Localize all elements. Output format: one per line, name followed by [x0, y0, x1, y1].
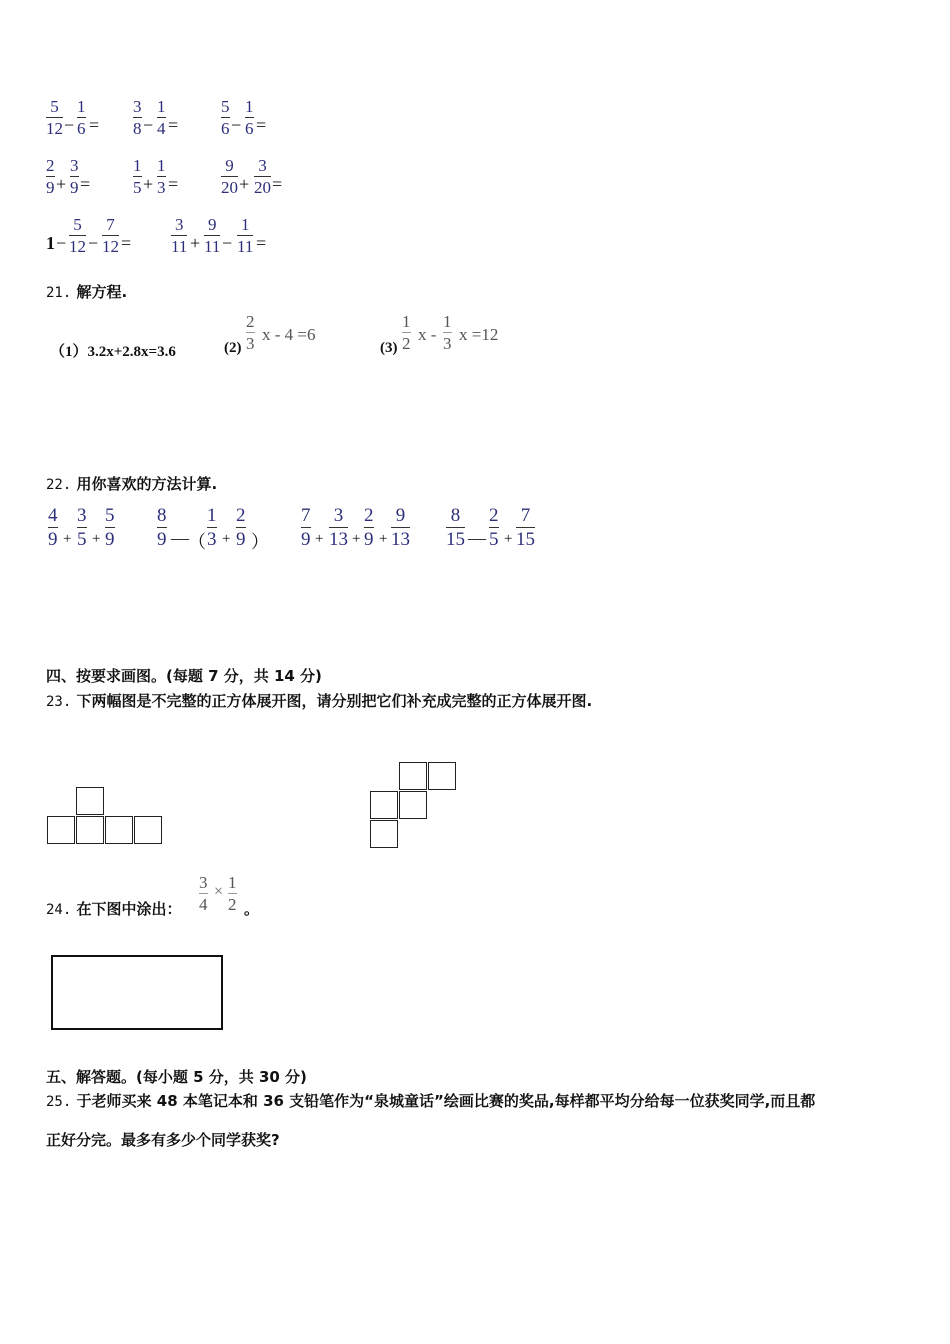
fraction: 1 4 [157, 97, 166, 138]
equation-3-label: (3) [380, 340, 398, 356]
question-text: 下两幅图是不完整的正方体展开图，请分别把它们补充成完整的正方体展开图. [76, 692, 593, 710]
fraction: 9 13 [391, 505, 410, 550]
fraction: 1 6 [77, 97, 86, 138]
net-square [134, 816, 162, 844]
fraction: 2 9 [236, 505, 246, 550]
fraction: 3 20 [254, 156, 271, 197]
equation-1: （1）3.2x+2.8x=3.6 [50, 344, 176, 360]
fraction: 9 20 [221, 156, 238, 197]
fraction: 5 6 [221, 97, 230, 138]
fraction: 7 12 [102, 215, 119, 256]
fraction: 3 13 [329, 505, 348, 550]
fraction: 1 2 [228, 873, 237, 914]
shading-rectangle[interactable] [51, 955, 223, 1030]
equation-2-label: (2) [224, 340, 242, 356]
fraction: 7 15 [516, 505, 535, 550]
fraction: 7 9 [301, 505, 311, 550]
fraction: 1 3 [443, 312, 452, 353]
fraction: 5 9 [105, 505, 115, 550]
fraction: 3 8 [133, 97, 142, 138]
fraction: 1 3 [157, 156, 166, 197]
question-number: 22. [46, 477, 72, 493]
question-text: 在下图中涂出： [76, 900, 182, 918]
question-title: 用你喜欢的方法计算. [76, 475, 218, 493]
net-square [76, 787, 104, 815]
fraction: 9 11 [204, 215, 221, 256]
question-text-line-2: 正好分完。最多有多少个同学获奖? [46, 1131, 280, 1149]
net-square [370, 791, 398, 819]
net-square [399, 791, 427, 819]
question-number: 23. [46, 694, 72, 710]
fraction: 1 5 [133, 156, 142, 197]
fraction: 2 9 [46, 156, 55, 197]
fraction: 3 9 [70, 156, 79, 197]
fraction: 5 12 [46, 97, 63, 138]
fraction: 1 3 [207, 505, 217, 550]
fraction: 8 9 [157, 505, 167, 550]
fraction: 1 6 [245, 97, 254, 138]
net-square [428, 762, 456, 790]
equation-3: x =12 [459, 325, 499, 344]
fraction: 4 9 [48, 505, 58, 550]
fraction: 2 9 [364, 505, 374, 550]
net-square [76, 816, 104, 844]
section-4-heading: 四、按要求画图。(每题 7 分，共 14 分) [46, 667, 322, 685]
question-text-line-1: 于老师买来 48 本笔记本和 36 支铅笔作为“泉城童话”绘画比赛的奖品,每样都平均分给每一位获奖同学,而且都 [76, 1092, 816, 1110]
question-number: 21. [46, 285, 72, 301]
section-5-heading: 五、解答题。(每小题 5 分，共 30 分) [46, 1068, 307, 1086]
fraction: 2 3 [246, 312, 255, 353]
net-square [399, 762, 427, 790]
net-square [370, 820, 398, 848]
question-number: 24. [46, 902, 72, 918]
net-square [47, 816, 75, 844]
equation-2: x - 4 =6 [262, 325, 316, 344]
fraction: 3 4 [199, 873, 208, 914]
fraction: 5 12 [69, 215, 86, 256]
fraction: 2 5 [489, 505, 499, 550]
fraction: 3 11 [171, 215, 188, 256]
net-square [105, 816, 133, 844]
question-title: 解方程. [76, 283, 128, 301]
fraction: 3 5 [77, 505, 87, 550]
question-number: 25. [46, 1094, 72, 1110]
fraction: 1 11 [237, 215, 254, 256]
fraction: 1 2 [402, 312, 411, 353]
fraction: 8 15 [446, 505, 465, 550]
